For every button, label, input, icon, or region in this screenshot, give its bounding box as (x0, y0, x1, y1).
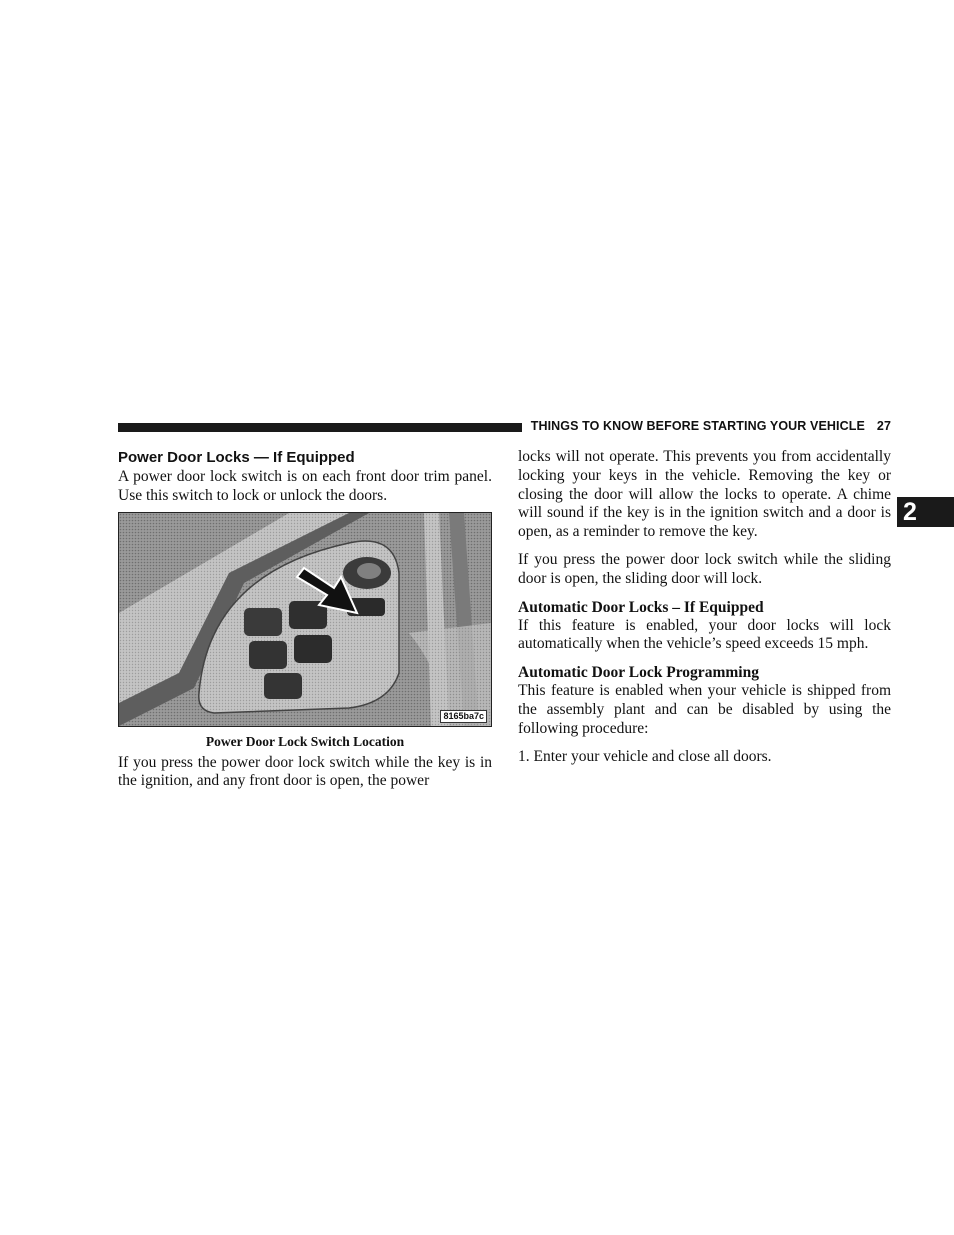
procedure-step-1: 1. Enter your vehicle and close all doors. (518, 747, 772, 765)
intro-paragraph: A power door lock switch is on each front door trim panel. Use this switch to lock or unlock the doors. (118, 468, 492, 504)
paragraph-locks-continued: locks will not operate. This prevents you from accidentally locking your keys in the vehicle. Removing the key or closing the door will allow the locks to operate. A chime will sound if the key is in the ignition switch and a door is open, as a reminder to remove the key. (518, 448, 891, 541)
header-rule (118, 423, 522, 432)
door-panel-illustration (119, 513, 491, 726)
figure-code: 8165ba7c (440, 710, 487, 723)
auto-locks-title: Automatic Door Locks – If Equipped (518, 598, 764, 616)
paragraph-sliding-door: If you press the power door lock switch while the sliding door is open, the sliding door will lock. (518, 550, 891, 587)
section-title: Power Door Locks — If Equipped (118, 449, 355, 466)
left-column (118, 448, 492, 791)
auto-locks-paragraph: If this feature is enabled, your door locks will lock automatically when the vehicle’s speed exceeds 15 mph. (518, 616, 891, 653)
paragraph-after-figure: If you press the power door lock switch while the key is in the ignition, and any front door is open, the power (118, 753, 492, 790)
running-header (530, 419, 891, 433)
chapter-tab: 2 (897, 497, 954, 527)
page-number: 27 (876, 419, 891, 433)
figure-caption: Power Door Lock Switch Location (205, 733, 405, 749)
door-lock-switch-figure (118, 512, 492, 727)
header-section-title: THINGS TO KNOW BEFORE STARTING YOUR VEHICLE (530, 419, 865, 433)
programming-paragraph: This feature is enabled when your vehicle is shipped from the assembly plant and can be disabled by using the following procedure: (518, 682, 891, 737)
right-column (518, 448, 891, 766)
programming-title: Automatic Door Lock Programming (518, 664, 759, 682)
